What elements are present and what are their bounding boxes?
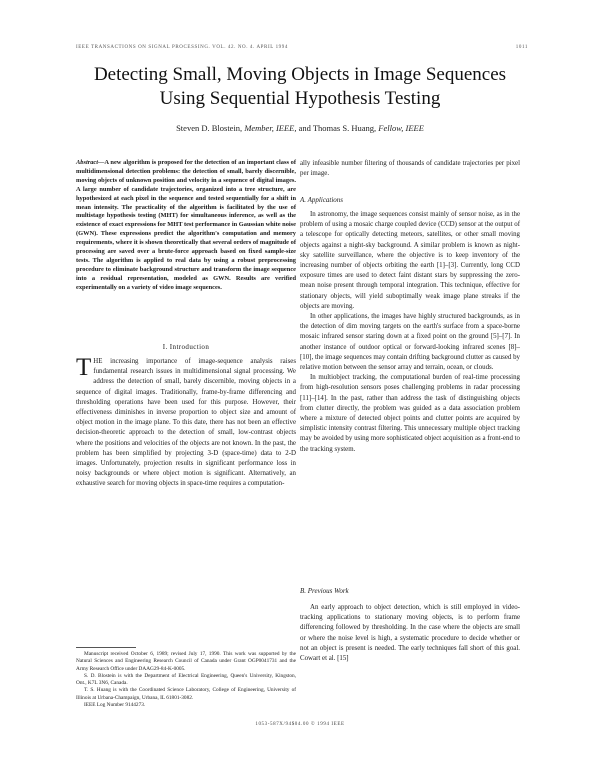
previous-work-paragraph-1: An early approach to object detection, which is still employed in video-tracking applications to stationary moving objects, is to perform frame differencing followed by thresholding. In the case where the objects are small or where the noise level is high, a systematic procedure to decide whether or not an object is present is needed. The early techniques fall short of this goal. Cowart et al. [15] xyxy=(300,604,520,663)
intro-paragraph-1: HE increasing importance of image-sequence analysis raises fundamental research issues in multidimensional signal processing. We address the detection of small, barely discernible, moving objects in a sequence of digital images. Traditionally, frame-by-frame differencing and thresholding operations have been used for this purpose. However, their effectiveness diminishes in inverse proportion to object size and amount of object motion in the image plane. To this date, there has not been an effective decision-theoretic approach to the detection of small, low-contrast objects where the positions and velocities of the objects are not known. In the past, the problem has been simplified by projecting 3-D (space-time) data to 2-D images. Unfortunately, projection results in significant performance loss in noisy backgrounds or where object motion is significant. Alternatively, an exhaustive search for moving objects in space-time requires a computation- xyxy=(76,358,296,488)
intro-heading: I. Introduction xyxy=(162,343,210,351)
author-1-name: Steven D. Blostein, xyxy=(176,123,243,133)
author-2-role: Fellow, IEEE xyxy=(378,123,424,133)
previous-work-section xyxy=(300,587,520,664)
footnote-rule xyxy=(76,647,136,648)
author-2-name: and Thomas S. Huang, xyxy=(298,123,377,133)
left-column xyxy=(76,159,296,293)
footnote-manuscript: Manuscript received October 6, 1989; revised July 17, 1990. This work was supported by the Natural Sciences and Engineering Research Council of Canada under Grant OGP0041731 and the Army Research Office under DAAG29-84-K-0005. xyxy=(76,651,296,672)
running-header xyxy=(76,45,528,50)
applications-paragraph-3: In multiobject tracking, the computational burden of real-time processing from high-resolution sensors poses challenging problems in radar processing [11]–[14]. In the past, rather than address the task of distinguishing objects from clutter directly, the problem was guided as a data association problem where a mixture of detected object points and clutter points are acquired by simplistic intensity contrast filtering. This unnecessary multiple object tracking may be avoided by using more sophisticated object acquisition as a front-end to the tracking system. xyxy=(300,374,520,453)
author-line xyxy=(40,123,560,133)
abstract-text: A new algorithm is proposed for the detection of an important class of multidimensional detection problems: the detection of small, barely discernible, moving objects of unknown position and velocity in a sequence of digital images. A large number of candidate trajectories, organized into a tree structure, are hypothesized at each pixel in the sequence and tested sequentially for a shift in mean intensity. The practicality of the algorithm is facilitated by the use of multistage hypothesis testing (MHT) for simultaneous inference, as well as the existence of exact expressions for MHT test performance in Gaussian white noise (GWN). These expressions predict the algorithm's computation and memory requirements, where it is shown theoretically that several orders of magnitude of processing are saved over a brute-force approach based on fixed sample-size tests. The algorithm is applied to real data by using a robust preprocessing procedure to eliminate background structure and transform the image sequence into a residual representation, modeled as GWN. Results are verified experimentally on a variety of video image sequences. xyxy=(76,159,296,291)
continued-paragraph: ally infeasible number filtering of thousands of candidate trajectories per pixel per image. xyxy=(300,160,520,178)
right-column xyxy=(300,159,520,179)
introduction xyxy=(76,343,296,351)
abstract xyxy=(76,159,296,293)
footnote-log-number: IEEE Log Number 9144273. xyxy=(84,702,146,709)
intro-body xyxy=(76,354,296,490)
applications-paragraph-2: In other applications, the images have highly structured backgrounds, as in the detection of dim moving targets on the earth's surface from a space-borne mosaic infrared sensor staring down at a fixed point on the ground [5]–[7]. In another instance of outdoor optical or forward-looking infrared scenes [8]–[10], the image sequences may contain drifting background clutter as caused by relative motion between the sensor array and terrain, ocean, or clouds. xyxy=(300,313,520,372)
footnotes xyxy=(76,647,296,709)
title-line-2: Using Sequential Hypothesis Testing xyxy=(159,88,441,109)
paper-title xyxy=(40,63,560,111)
abstract-label: Abstract— xyxy=(76,159,105,166)
journal-citation: IEEE TRANSACTIONS ON SIGNAL PROCESSING. VOL. 42. NO. 4. APRIL 1994 xyxy=(76,45,288,50)
author-1-role: Member, IEEE, xyxy=(244,123,297,133)
applications-heading: A. Applications xyxy=(300,196,344,204)
copyright-footer: 1053-587X/94$04.00 © 1994 IEEE xyxy=(255,722,345,727)
drop-cap: T xyxy=(76,354,92,381)
page-number: 1011 xyxy=(515,45,528,50)
previous-work-heading: B. Previous Work xyxy=(300,587,349,595)
title-line-1: Detecting Small, Moving Objects in Image Sequences xyxy=(93,64,507,85)
footnote-author-1: S. D. Blostein is with the Department of Electrical Engineering, Queen's University, Kingston, Ont., K7L 3N6, Canada. xyxy=(76,672,296,687)
applications-paragraph-1: In astronomy, the image sequences consist mainly of sensor noise, as in the problem of using a mosaic charge coupled device (CCD) sensor at the output of a telescope for optically detecting meteors, satellites, or other small moving objects against a night-sky background. A similar problem is known as night-sky satellite surveillance, where the objective is to keep inventory of the increasing number of objects orbiting the earth [1]–[3]. Currently, long CCD exposure times are used to detect faint distant stars by suppressing the zero-mean noise present through temporal integration. This technique, effective for stationary objects, will yield suboptimally weak image plane streaks if the objects are moving. xyxy=(300,211,520,310)
footnote-author-2: T. S. Huang is with the Coordinated Science Laboratory, College of Engineering, University of Illinois at Urbana-Champaign, Urbana, IL 61801-3082. xyxy=(76,687,296,701)
applications-section xyxy=(300,196,520,455)
